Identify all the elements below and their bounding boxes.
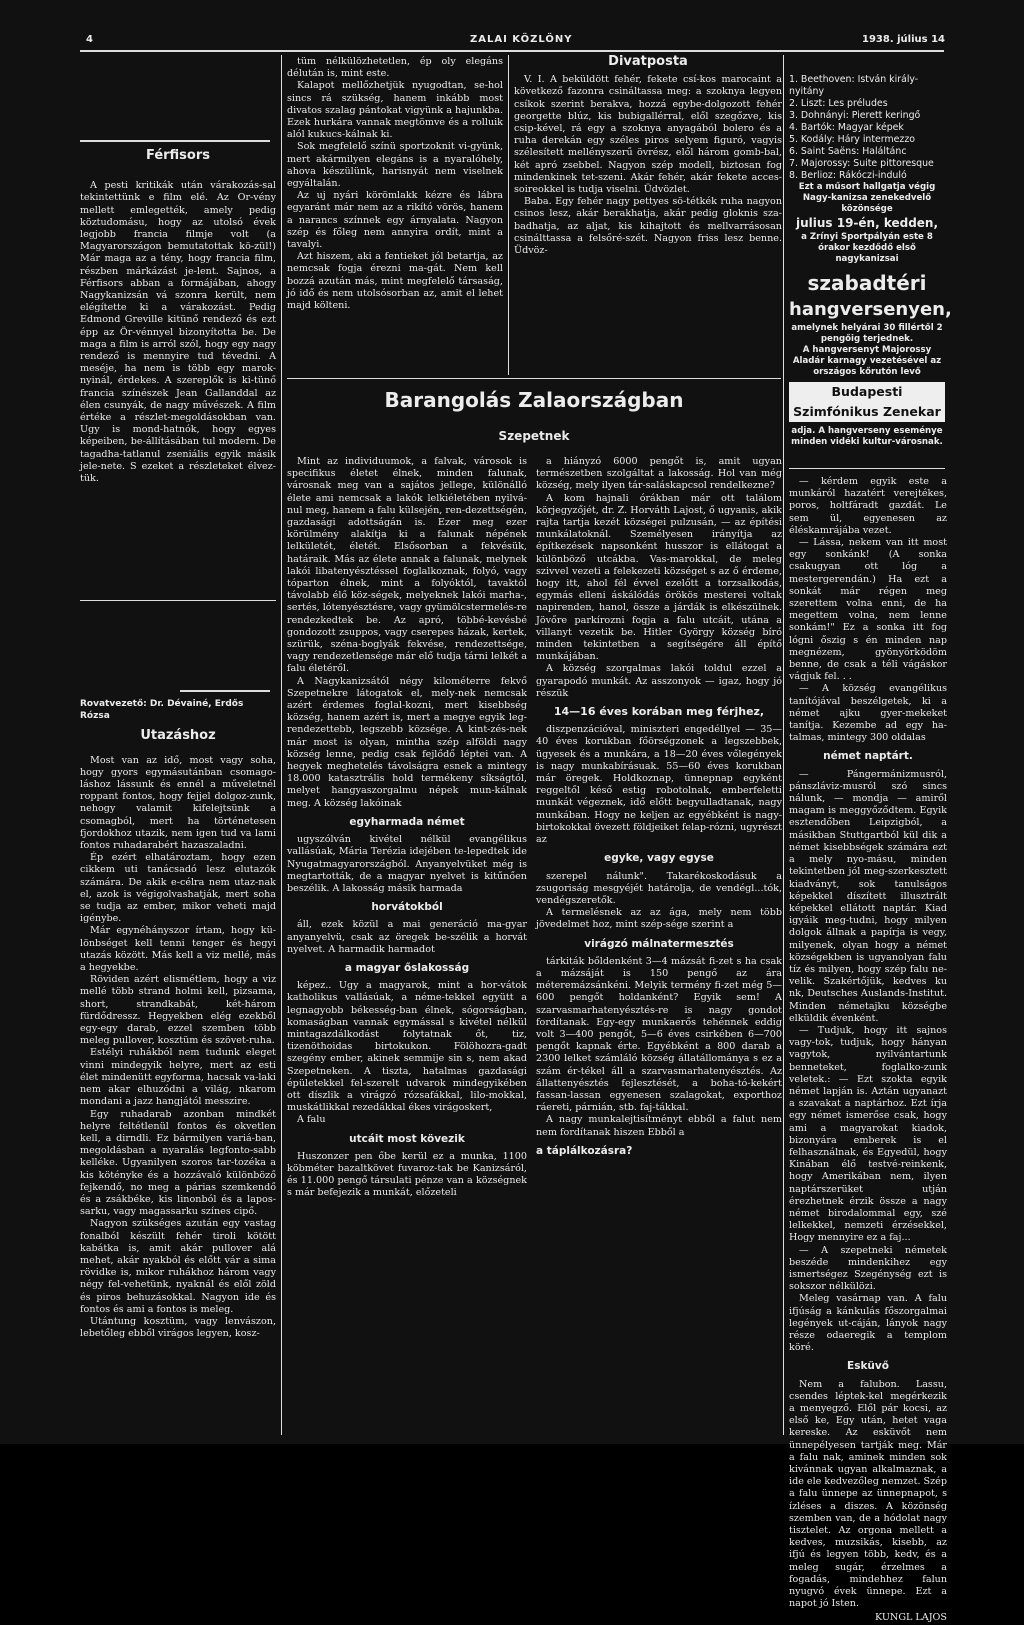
article-paragraph: tüm nélkülözhetetlen, ép oly elegáns délután is, mint este. [287, 56, 503, 80]
page-number: 4 [86, 34, 93, 45]
program-item: 5. Kodály: Háry intermezzo [789, 134, 915, 145]
ad-headline: szabadtéri [807, 271, 927, 295]
ad-headline: hangversenyen, [789, 299, 952, 320]
concert-program [789, 74, 945, 181]
article-paragraph: Nagyon szükséges azután egy vastag fonalból készült fehér tiroli kötött kabátka is, amit akár pullover alá mehet, akár nyakból és előtt vár a sima rövidke is, mikor ruhákhoz három vagy négy fel-vehetünk, nyaknál és elől zöld és piros behuzásokkal. Nagyon ide és fontos és ami a fontos is meleg. [80, 1218, 276, 1315]
divider [80, 600, 276, 601]
ad-text: A hangversenyt Majorossy Aladár karnagy vezetésével az országos kőrutón levő [792, 345, 942, 377]
article-paragraph: — A község evangélikus tanítójával beszélgetek, ki a német ajku gyer-mekeket tanítja. Kezembe ad egy ha-talmas, mintegy 300 oldalas [789, 683, 947, 744]
article-paragraph: szerepel nálunk". Takarékoskodásuk a zsugoriság mesgyéjét határolja, de vendégl...tók, vendégszeretők. [536, 870, 782, 906]
subheading: horvátokból [371, 901, 443, 914]
article-paragraph: A kom hajnali órákban már ott találom körjegyzőjét, dr. Z. Horváth Lajost, ő ugyanis, akik rajta tartja kezét községei pulzusán, — az építési munkálatoknál. Személyesen irányítja az építkezések napsonként husszor is ellátogat a különböző utcákba. Vas-marokkal, de meleg szivvel vezeti a felekezeti községet s az ő érdeme, hogy itt, ahol fél évvel ezelőtt a torzsalkodás, egymás elleni áskálódás örökös mesterei voltak napirenden, hanol, össze a járdák is elkészülnek. Jövőre parkírozni fogja a falu utcáit, utána a villanyt vezetik be. Hitler György község bíró minden tekintetben a segítségére áll építő munkájában. [536, 492, 782, 663]
author-signature: KUNGL LAJOS [875, 1612, 947, 1624]
feature-column-3 [789, 476, 947, 1624]
article-paragraph: Röviden azért elismétlem, hogy a viz mellé több strand holmi kell, pizsama, short, strandkabát, két-három fürdődressz. Hegyekben elég ezekből egy-egy darab, ezzel szemben több meleg pullover, kosztüm és szövet-ruha. [80, 974, 276, 1047]
feature-column-2 [536, 456, 782, 1440]
program-item: 4. Bartók: Magyar képek [789, 122, 904, 133]
article-paragraph: — A szepetneki németek beszéde mindenkihez egy ismertségez Szegénység ezt is sokszor nélkülözi. [789, 1244, 947, 1293]
article-divatposta [514, 56, 782, 372]
article-paragraph: A Nagykanizsától négy kilométerre fekvő Szepetnekre látogatok el, mely-nek nemcsak azért érdemes foglal-kozni, mert kisebbség község, hanem azért is, mert a megye egyik leg-rendezettebb, legszebb községe. A kint-zés-nek már most is olyan, mintha szép alföldi nagy község lenne, pedig csak fejlődő léptei van. A hegyek meghetelés távolságra esnek a mintegy 18.000 katasztrális hold termékeny síkságtól, melyet hangyaszorgalmu népek mun-kálnak meg. A község lakóinak [287, 675, 527, 809]
article-paragraph: V. I. A beküldött fehér, fekete csí-kos marocaint a következő fazonra csináltassa meg: a szoknya legyen csíkok szerint berakva, hozzá egybe-dolgozott fehér georgette blúz, kis bubigallérral, elől szegőzve, kis csip-kével, rá egy a szoknya anyagából bolero és a ruha derekán egy széles piros selyem figuró, vagyis szélesített mellényszerű övrész, elől három gomb-bal, két apró zsebbel. Nagyon szép modell, biztosan fog mindenkinek tet-szeni. Akár fehér, akár fekete acces-soireokkel is tudja viselni. Üdvözlet. [514, 74, 782, 196]
masthead: ZALAI KÖZLÖNY [470, 34, 573, 45]
ad-orchestra: Budapesti Szimfónikus Zenekar [789, 382, 945, 422]
ad-text: amelynek helyárai 30 fillértől 2 pengőig terjednek. [791, 323, 943, 344]
article-paragraph: A pesti kritikák után várakozás-sal tekintettünk e film elé. Az Or-vény mellett emlegették, amely pedig köztudomásu, hogy az utolsó évek legjobb francia filmje volt (a Magyarországon bemutatottak kö-zül!) Már maga az a tény, hogy francia film, részben márkázást je-lent. Sajnos, a Férfisors abban a formájában, ahogy Nagykanizsán vá szonra került, nem elégítette ki a várakozást. Pedig Edmond Greville kitünő rendező és ezt épp az Ör-vénnyel bizonyította be. De maga a film is arról szól, hogy egy nagy rendező is mennyire tud tévedni. A meséje, ha nem is több egy marok-nyinál, érdekes. A szereplők is ki-tünő francia színészek Jean Gallanddal az élen csunyák, de nagy művészek. A film értéke a részlet-megoldásokban van. Ugy is mond-hatnók, hogy egyes képeiben, be-állításában tul modern. De tagadha-tatlanul zseniális egyik másik jele-nete. S ezeket a részleteket élvez-tük. [80, 180, 276, 485]
divider [287, 378, 781, 379]
subheading: egyke, vagy egyse [604, 852, 714, 865]
subheading: Esküvő [847, 1360, 889, 1373]
subheading: egyharmada német [349, 815, 465, 828]
article-paragraph: Huszonzer pen őbe kerül ez a munka, 1100 köbméter bazaltkövet fuvaroz-tak be Kanizsáról, és 11.000 pengő társulati pénze van a községnek s már befejezik a munkát, előzeteli [287, 1150, 527, 1199]
article-paragraph: tárkiták bőldenként 3—4 mázsát fi-zet s ha csak a mázsáját is 150 pengő az ára méteremázsánkéni. Melyik termény fi-zet még 5—600 pengőt holdanként? Egyik sem! A szarvasmarhatenyésztés-re is nagy gondot fordítanak. Egy-egy munkaerős tehénnek eddig volt 3—400 pengőt, 5—6 éves csirkében 6—700 pengőt kapnak érte. Egyébként a 800 darab a 2300 lelket számláló község állatállománya s ez a szám ér-tékel áll a szarvasmarhatenyésztés. Az állattenyésztés fejlesztését, a boha-tó-kekért fassan-lassan egyenesen szalagokat, exporthoz ráereti, párnián, stb. faj-tákkal. [536, 955, 782, 1114]
article-paragraph: diszpenzációval, miniszteri engedéllyel — 35—40 éves korukban főörségzonek a legszebbek, ügyesek és a munkára, a 18—20 éves vőlegények is nagy munkabírásuak. 55—60 éves korukban már öregek. Holdkoznap, ünnepnap egyként reggeltől késő estig robotolnak, emberfeletti munkát végeznek, idő előtt begyulladtanak, nagy munkában. Hogy ne keljen az egyébként is nagy-birtokokkal övezett földjeiket felap-rózni, ugyrészt az [536, 724, 782, 846]
article-paragraph: Meleg vasárnap van. A falu ifjúság a kánkulás főszorgalmai legények ut-cáján, lányok nagy része odaeregik a templom köré. [789, 1293, 947, 1354]
article-paragraph: Azt hiszem, aki a fentieket jól betartja, az nemcsak fogja érezni ma-gát. Nem kell bozzá azután más, mint megfelelő társaság, jó idő és nem utolsósorban az, amit el lehet majd költeni. [287, 251, 503, 312]
concert-advertisement [789, 182, 952, 462]
issue-date: 1938. július 14 [862, 34, 945, 45]
article-paragraph: A nagy munkalejtisítményt ebből a falut nem nem fordítanak hiszen Ebből a [536, 1114, 782, 1138]
column-rule [783, 55, 784, 1435]
feature-title: Barangolás Zalaországban [384, 388, 684, 412]
column-rule [281, 55, 282, 1435]
article-utazashoz-continued [287, 56, 503, 372]
editor-line: Rovatvezető: Dr. Dévainé, Erdős Rózsa [80, 699, 244, 722]
program-item: 3. Dohnányi: Pierett keringő [789, 110, 921, 121]
article-paragraph: A termelésnek az az ága, mely nem több jövedelmet hoz, mint szép-sége szerint a [536, 907, 782, 931]
article-ferfisors [80, 150, 276, 584]
article-paragraph: Estélyi ruhákból nem tudunk eleget vinni mindegyik helyre, mert az esti élet mindenütt egyforma, hacsak va-laki nem akar elhuzódni a világ, nkarom mondani a jazz hangjától messzire. [80, 1047, 276, 1108]
subheading: virágzó málnatermesztés [584, 937, 734, 950]
ad-text: a Zrínyi Sportpályán este 8 órakor kezdődő első nagykanizsai [801, 232, 933, 264]
subheading: a magyar őslakosság [344, 961, 470, 974]
article-title: Utazáshoz [140, 728, 216, 744]
article-paragraph: Mint az individuumok, a falvak, városok is specifikus életet élnek, minden falunak, városnak meg van a sajátos jellege, különálló élete ami nemcsak a lakók lelkiéletében nyilvá-nul meg, hanem a falu külsején, ren-dezettségén, gazdasági adottságán is. Ezer meg ezer körülmény alakítja ki a falunak népének lelkületét, életét. Elsősorban a fekvésük, határaik. Más az élete annak a falunak, melynek lakói libatenyésztéssel foglalkoznak, folyó, vagy tóparton élnek, mint a folyóktól, tavaktól távolabb élő köz-ségek, melyeknek lakói marha-, sertés, lótenyésztésre, vagy gyümölcstermelés-re rendezkedtek be. Az apró, többé-kevésbé gondozott zsuppos, vagy cserepes házak, kertek, szürük, széna-boglyák fekvése, rendezettsége, vagy rendezetlensége már elő tudja tárni lelkét a falu életéről. [287, 456, 527, 675]
subheading: utcáit most kövezik [349, 1132, 465, 1145]
header-rule [80, 50, 944, 52]
article-paragraph: Nem a falubon. Lassu, csendes léptek-kel megérkezik a menyegző. Elől pár kocsi, az első ke, Egy után, hetet vaga kereske. Az esküvőt nem ünnepélyesen tartják meg. Már a falu nak, aminek minden sok kivánnak ugyan alkalmaznak, a ide ele kedvezőleg nemzet. Szép a falu ünnepe az ünnepnapot, s ízléses a diszes. A közönség szemben van, de a hódolat nagy tisztelet. Az orgona mellett a kedves, muzsikás, kisebb, az ifjú és legyen több, kedv, és a meleg sugár, érzelmes a fogadás, mindehhez falun nyugvó évek ünnepe. Ezt a napot jó Isten. [789, 1378, 947, 1610]
article-paragraph: képez.. Ugy a magyarok, mint a hor-vátok katholikus vallásúak, a néme-tekkel együtt a legnagyobb békesség-ban élnek, sógorságban, komaságban vannak egymással s kivétel nélkül mintagazdálkodást folytatnak őt, tiz, tizenöthoidas birtokukon. Fölöhozra-gadt szegény ember, akinek semmije sin s, nem akad Szepetneken. A tiszta, hatalmas gazdasági épületekkel fel-szerelt udvarok mindegyikében ott díszlik a virágzó rózsafákkal, lilo-mokkal, muskátlikkal rezedákkal ékes virágoskert, [287, 980, 527, 1114]
article-paragraph: a hiányzó 6000 pengőt is, amit ugyan természetben szolgáltat a lakosság. Hol van még község, mely ilyen tár-saláskapcsol rendelkezne? [536, 456, 782, 492]
ad-text: adja. A hangverseny eseménye minden vidéki kultur-városnak. [791, 426, 943, 447]
section-rule [180, 690, 270, 692]
article-paragraph: Az uj nyári körömlakk kézre és lábra egyaránt már nem az a rikító vörös, hanem a narancs színnek egy árnyalata. Nagyon szép és főleg nem annyira ordít, mint a tavalyi. [287, 190, 503, 251]
article-title: Divatposta [608, 54, 688, 69]
article-paragraph: Kalapot mellőzhetjük nyugodtan, se-hol sincs rá szükség, hanem inkább most divatos szalag pántokat vigyünk a hajunkba. Ezek hurkára vannak megtömve és a rolluik alól kukucs-kálnak ki. [287, 80, 503, 141]
caption: A falu [297, 1114, 326, 1126]
feature-column-1 [287, 456, 527, 1440]
column-rule [508, 55, 509, 375]
article-paragraph: — kérdem egyik este a munkáról hazatért verejtékes, poros, holtfáradt gazdát. Le sem ül, egyenesen az éléskamrájába vezet. [789, 476, 947, 536]
ad-date: julius 19-én, kedden, [795, 216, 939, 230]
divider [789, 468, 945, 469]
program-item: 8. Berlioz: Rákóczi-induló [789, 170, 907, 181]
program-item: 6. Saint Saëns: Haláltánc [789, 146, 907, 157]
article-paragraph: Most van az idő, most vagy soha, hogy gyors egymásutánban csomago-láshoz lássunk és ennél a műveletnél roppant fontos, hogy fejjel dolgoz-zunk, nehogy valamit kifelejtsünk a csomagból, mert ha történetesen fjordokhoz utazik, nem igen tud va lami fontos ruhadarabért hazaszaladni. [80, 754, 276, 852]
article-paragraph: Baba. Egy fehér nagy pettyes sö-tétkék ruha nagyon csinos lesz, akár berakhatja, akár pedig gloknis sza-badhatja, az aljat, kis kihajtott és mellvarrásosan csinálttassa a felsőré-szét. Nagyon friss lesz benne. Üdvöz- [514, 196, 782, 257]
subheading: a táplálkozásra? [536, 1144, 633, 1157]
article-paragraph: Sok megfelelő színü sportzoknit vi-gyünk, mert akármilyen elegáns is a nyaralóhely, ahova készülünk, harisnyát nem viselnek egyáltalán. [287, 141, 503, 190]
program-item: 2. Liszt: Les préludes [789, 98, 888, 109]
section-rule [80, 140, 270, 142]
article-utazashoz [80, 698, 276, 1440]
ad-text: Ezt a műsort hallgatja végig Nagy-kanizsa zenekedvelő közönsége [798, 182, 936, 214]
program-item: 1. Beethoven: István király-nyitány [789, 74, 919, 97]
article-paragraph: Egy ruhadarab azonban mindkét helyre feltétlenül fontos és okvetlen kell, a dirndli. Ez bármilyen variá-ban, megoldásban a nyaralás legfonto-sabb kelléke. Ugyanilyen szoros tar-tozéka a kis kötényke és a hozzávaló különböző fejkendő, no meg a párias szemkendő és a zsákbéke, kis linonból és a lapos-sarku, vagy magassarku színes cipő. [80, 1108, 276, 1218]
program-item: 7. Majorossy: Suite pittoresque [789, 158, 934, 169]
article-paragraph: áll, ezek közül a mai generáció ma-gyar anyanyelvü, csak az öregek be-szélik a horvát nyelvet. A harmadik harmadot [287, 919, 527, 955]
article-paragraph: — Lássa, nekem van itt most egy sonkánk! (A sonka csakugyan ott lóg a mestergerendán.) Ha ezt a sonkát már régen meg szerettem volna enni, de ha megettem volna, nem lenne sonkám!" Ez a sonka itt fog lógni őszig s én minden nap megnézem, gyönyörködöm benne, de csak a téli vágáskor vágjuk fel. . . [789, 537, 947, 683]
article-paragraph: Ép ezért elhatároztam, hogy ezen cikkem uti tanácsadó lesz elutazók számára. De akik e-célra nem utaz-nak el, azok is végigolvashatják, mert soha se tudja az ember, mikor veheti majd igénybe. [80, 852, 276, 925]
article-paragraph: Utántung kosztüm, vagy lenvászon, lebetőleg ebből virágos legyen, kosz- [80, 1315, 276, 1340]
article-paragraph: Már egynéhányszor írtam, hogy kü-lönbséget kell tenni tenger és hegyi utazás között. Más kell a viz mellé, más a hegyekbe. [80, 925, 276, 974]
subheading: német naptárt. [823, 750, 913, 763]
article-paragraph: ugyszólván kivétel nélkül evangélikus vallásúak, Mária Terézia idejében te-lepedtek ide Nyugatmagyarországból. Anyanyelvüket még is megtartották, de a magyar nyelvet is kitűnően beszélik. A lakosság másik harmada [287, 834, 527, 894]
article-title: Férfisors [145, 148, 211, 163]
article-paragraph: — Pángermánizmusról, pánszláviz-musról szó sincs nálunk, — mondja — amiről magam is meggyőződtem. Egyik esztendőben Leipzigból, a másikban Stuttgartból kül dik a német kisebbségek számára ezt a mely nyo-másu, minden tekintetben jól meg-szerkesztett kiadványt, sok tanulságos képekkel díszített illusztrált képekkel ellátott naptár. Kiad igyáik meg-tudni, hogy milyen dolgok állnak a papírja is vegy, milyenek, olyan hogy a német községekben is ugyanolyan falu tíz és milyen, hogy szép falu ne-velik. Szakértőjük, kedves ku nk, Deutsches Auslands-Institut. Minden németajku községbe elküldik évenként. [789, 768, 947, 1024]
article-paragraph: — Tudjuk, hogy itt sajnos vagy-tok, tudjuk, hogy hányan vagytok, nyilvántartunk benneteket, foglalko-zunk veletek.: — Ezt szokta egyik német lapján is. Aztán ugyanazt a szavakat a naptárhoz. Ezt írja egy német ismerőse csak, hogy ami a magyarokat kiadok, bizonyára emberek is el felhasználnak, és Egyedül, hogy Kinában élő testvé-reinkenk, hogy Amerikában nem, ilyen naptárszerüket utján érezhetnek érzik össze a nagy német birodalommal egy, szé lelkekkel, nemzeti érzésekkel, Hogy mennyire ez a faj... [789, 1024, 947, 1244]
subheading: 14—16 éves korában meg férjhez, [553, 705, 765, 719]
feature-subtitle: Szepetnek [498, 429, 570, 443]
article-paragraph: A község szorgalmas lakói toldul ezzel a gyarapodó munkát. Az asszonyok — igaz, hogy jó részük [536, 663, 782, 699]
